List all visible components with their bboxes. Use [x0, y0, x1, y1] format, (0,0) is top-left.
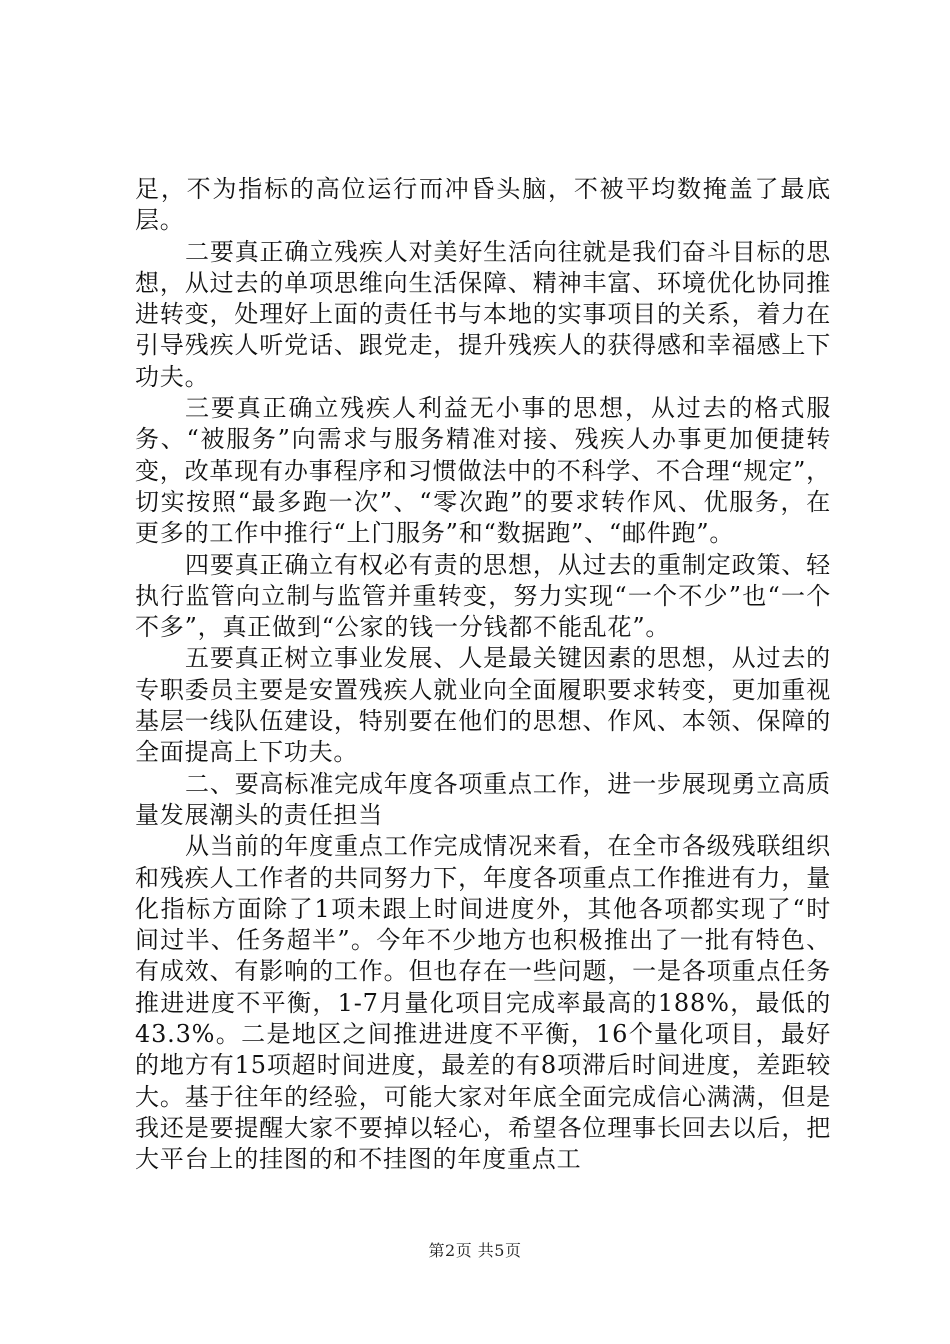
paragraph-progress-review: 从当前的年度重点工作完成情况来看，在全市各级残联组织和残疾人工作者的共同努力下，年度各项重点工作推进有力，量化指标方面除了1项未跟上时间进度外，其他各项都实现了“时间过半、任务超半”。今年不少地方也积极推出了一批有特色、有成效、有影响的工作。但也存在一些问题，一是各项重点任务推进进度不平衡，1-7月量化项目完成率最高的188%，最低的43.3%。二是地区之间推进进度不平衡，16个量化项目，最好的地方有15项超时间进度，最差的有8项滞后时间进度，差距较大。基于往年的经验，可能大家对年底全面完成信心满满，但是我还是要提醒大家不要掉以轻心，希望各位理事长回去以后，把大平台上的挂图的和不挂图的年度重点工: [135, 832, 831, 1174]
paragraph-point-two: 二要真正确立残疾人对美好生活向往就是我们奋斗目标的思想，从过去的单项思维向生活保障、精神丰富、环境优化协同推进转变，处理好上面的责任书与本地的实事项目的关系，着力在引导残疾人听党话、跟党走，提升残疾人的获得感和幸福感上下功夫。: [135, 237, 831, 391]
paragraph-point-five: 五要真正树立事业发展、人是最关键因素的思想，从过去的专职委员主要是安置残疾人就业向全面履职要求转变，更加重视基层一线队伍建设，特别要在他们的思想、作风、本领、保障的全面提高上下功夫。: [135, 644, 831, 767]
paragraph-point-three: 三要真正确立残疾人利益无小事的思想，从过去的格式服务、“被服务”向需求与服务精准对接、残疾人办事更加便捷转变，改革现有办事程序和习惯做法中的不科学、不合理“规定”，切实按照“最多跑一次”、“零次跑”的要求转作风、优服务，在更多的工作中推行“上门服务”和“数据跑”、“邮件跑”。: [135, 394, 831, 548]
section-heading-two: 二、要高标准完成年度各项重点工作，进一步展现勇立高质量发展潮头的责任担当: [135, 769, 831, 829]
paragraph-continuation: 足，不为指标的高位运行而冲昏头脑，不被平均数掩盖了最底层。: [135, 175, 831, 235]
paragraph-point-four: 四要真正确立有权必有责的思想，从过去的重制定政策、轻执行监管向立制与监管并重转变，努力实现“一个不少”也“一个不多”，真正做到“公家的钱一分钱都不能乱花”。: [135, 550, 831, 642]
document-body: [135, 174, 831, 1176]
page-number-footer: 第2页 共5页: [428, 1241, 522, 1260]
